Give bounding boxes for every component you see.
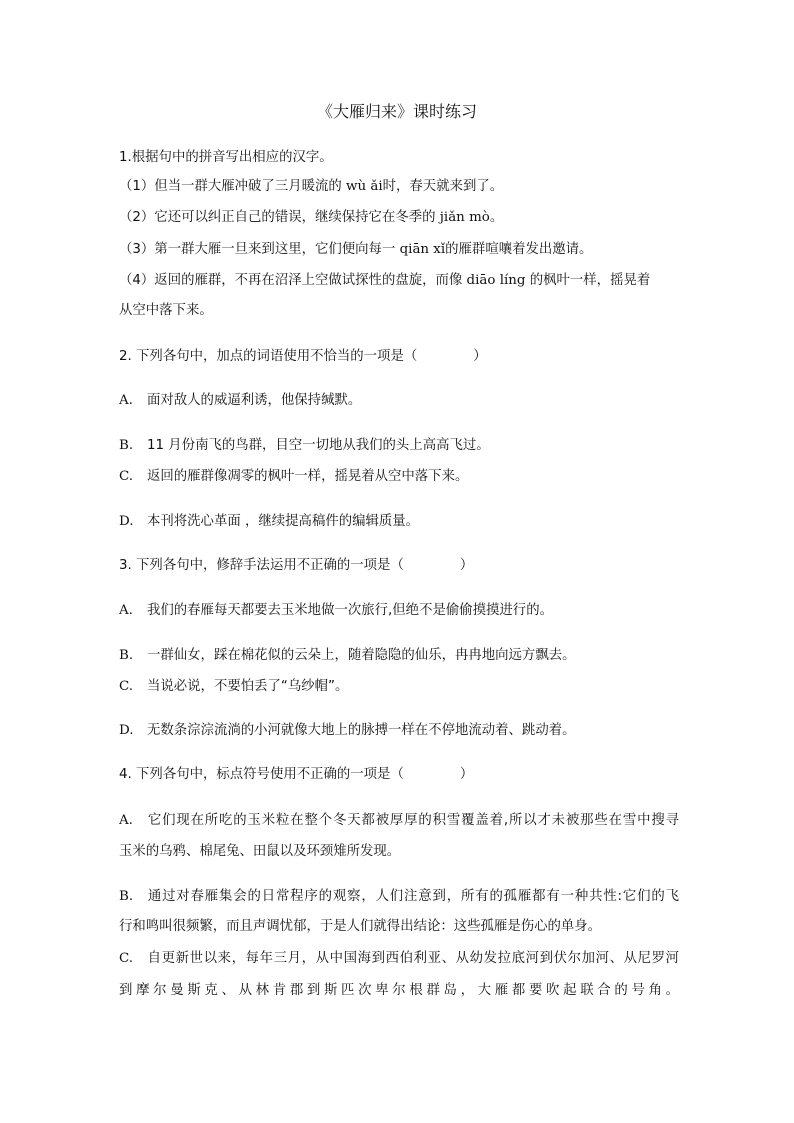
- q4-option-a: A. 它们现在所吃的玉米粒在整个冬天都被厚厚的积雪覆盖着,所以才未被那些在雪中搜寻: [119, 813, 679, 828]
- q2-option-b: B. 11 月份南飞的鸟群，目空一切地从我们的头上高高飞过。: [119, 438, 490, 453]
- q4-option-a-cont: 玉米的乌鸦、棉尾兔、田鼠以及环颈雉所发现。: [119, 844, 401, 859]
- q1-item-1: （1）但当一群大雁冲破了三月暖流的 wù ǎi时，春天就来到了。: [119, 179, 504, 194]
- pinyin-2: jiǎn mò: [439, 210, 490, 225]
- q2-option-d: D. 本刊将洗心革面 ，继续提高稿件的编辑质量。: [119, 514, 420, 529]
- q1-item-4-cont: 从空中落下来。: [119, 303, 213, 318]
- q4-option-b-cont: 行和鸣叫很频繁，而且声调忧郁，于是人们就得出结论：这些孤雁是伤心的单身。: [119, 919, 602, 934]
- q4-stem: 4. 下列各句中，标点符号使用不正确的一项是（ ）: [119, 767, 474, 782]
- q1-item-3: （3）第一群大雁一旦来到这里，它们便向每一 qiān xǐ的雁群喧嚷着发出邀请。: [119, 242, 593, 257]
- q1-stem: 1.根据句中的拼音写出相应的汉字。: [119, 150, 333, 165]
- q4-option-c: C. 自更新世以来，每年三月，从中国海到西伯利亚、从幼发拉底河到伏尔加河、从尼罗河: [119, 951, 679, 966]
- q2-stem: 2. 下列各句中，加点的词语使用不恰当的一项是（ ）: [119, 349, 487, 364]
- q2-option-c: C. 返回的雁群像凋零的枫叶一样，摇晃着从空中落下来。: [119, 469, 469, 484]
- pinyin-4: diāo líng: [466, 273, 526, 288]
- pinyin-1: wù ǎi: [346, 179, 383, 194]
- q4-option-b: B. 通过对春雁集会的日常程序的观察，人们注意到，所有的孤雁都有一种共性:它们的飞: [119, 889, 679, 904]
- q1-item-4: （4）返回的雁群，不再在沼泽上空做试探性的盘旋，而像 diāo líng 的枫叶一样，摇晃着: [119, 273, 651, 288]
- q1-item-2: （2）它还可以纠正自己的错误，继续保持它在冬季的 jiǎn mò。: [119, 210, 504, 225]
- q4-option-c-cont: 到摩尔曼斯克、从林肯郡到斯匹次卑尔根群岛，大雁都要吹起联合的号角。: [119, 983, 679, 998]
- pinyin-3: qiān xǐ: [399, 242, 446, 257]
- q2-option-a: A. 面对敌人的威逼利诱，他保持缄默。: [119, 393, 362, 408]
- q3-option-c: C. 当说必说，不要怕丢了“乌纱帽”。: [119, 679, 349, 694]
- q3-option-d: D. 无数条淙淙流淌的小河就像大地上的脉搏一样在不停地流动着、跳动着。: [119, 723, 576, 738]
- page-title: 《大雁归来》课时练习: [316, 102, 477, 121]
- q3-option-a: A. 我们的春雁每天都要去玉米地做一次旅行,但绝不是偷偷摸摸进行的。: [119, 603, 553, 618]
- q3-stem: 3. 下列各句中，修辞手法运用不正确的一项是（ ）: [119, 558, 474, 573]
- q3-option-b: B. 一群仙女，踩在棉花似的云朵上，随着隐隐的仙乐，冉冉地向远方飘去。: [119, 648, 576, 663]
